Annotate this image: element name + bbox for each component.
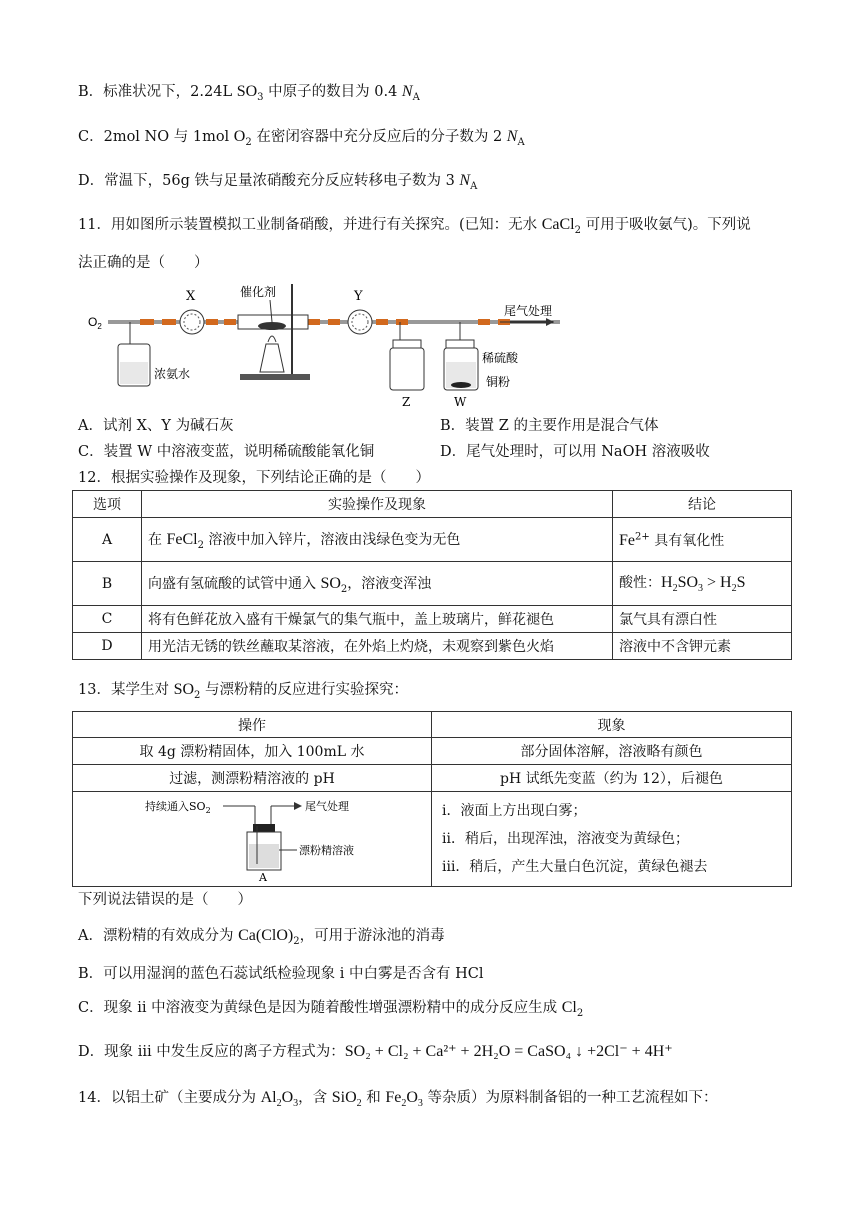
q12-stem: 12．根据实验操作及现象，下列结论正确的是（ ） (78, 470, 430, 486)
y-label: Y (354, 289, 363, 304)
inlet-label: 持续通入$SO_2$ (145, 800, 211, 815)
solution-label: 漂粉精溶液 (299, 844, 354, 857)
q13-option-c: C．现象 ⅱ 中溶液变为黄绿色是因为随着酸性增强漂粉精中的成分反应生成 $Cl_2$ (78, 999, 584, 1019)
q10-option-d: D．常温下，56g 铁与足量浓硝酸充分反应转移电子数为 3 $N_A$ (78, 172, 478, 192)
phenomenon-iii: ⅲ．稍后，产生大量白色沉淀，黄绿色褪去 (442, 859, 708, 875)
header-phenomenon: 现象 (432, 712, 792, 738)
q12-table (72, 490, 792, 660)
q11-stem-line1: 11．用如图所示装置模拟工业制备硝酸，并进行有关探究。(已知：无水 CaCl$_2$ 可用于吸收氨气)。下列说 (78, 216, 751, 236)
nitric-acid-apparatus-diagram (80, 282, 580, 412)
q13-option-a: A．漂粉精的有效成分为 $Ca(ClO)_2$，可用于游泳池的消毒 (78, 927, 445, 947)
phenomenon-ii: ⅱ．稍后，出现浑浊，溶液变为黄绿色； (442, 831, 689, 847)
w-label: W (454, 395, 467, 409)
tail-gas-label: 尾气处理 (504, 304, 553, 318)
table-header-row (73, 491, 792, 518)
q10-option-c: C．2mol NO 与 1mol $O_2$ 在密闭容器中充分反应后的分子数为 2 $N_A$ (78, 128, 525, 148)
q11-stem-line2: 法正确的是（ ） (78, 255, 209, 271)
vessel-label: A (259, 871, 267, 882)
q11-option-b: B．装置 Z 的主要作用是混合气体 (440, 418, 659, 434)
q13-option-b: B．可以用湿润的蓝色石蕊试纸检验现象 ⅰ 中白雾是否含有 HCl (78, 966, 484, 982)
table-row: D 用光洁无锈的铁丝蘸取某溶液，在外焰上灼烧，未观察到紫色火焰 溶液中不含钾元素 (73, 633, 792, 660)
x-label: X (186, 289, 196, 304)
table-row: B 向盛有氢硫酸的试管中通入 $SO_2$，溶液变浑浊 酸性：$H_2SO_3 > H_2S$ (73, 562, 792, 606)
copper-powder-label: 铜粉 (486, 375, 511, 389)
ammonia-label: 浓氨水 (154, 367, 191, 381)
q14-stem: 14．以铝土矿（主要成分为 $Al_2O_3$，含 SiO$_2$ 和 $Fe_2O_3$ 等杂质）为原料制备铝的一种工艺流程如下： (78, 1089, 718, 1110)
q13-option-d: D．现象 ⅲ 中发生反应的离子方程式为：SO₂ + Cl₂ + Ca²⁺ + 2H₂O = CaSO₄ ↓ +2Cl⁻ + 4H⁺ (78, 1043, 673, 1060)
header-option: 选项 (73, 491, 142, 518)
dilute-acid-label: 稀硫酸 (482, 351, 519, 365)
z-label: Z (402, 395, 411, 409)
table-row (73, 792, 792, 887)
q13-table (72, 711, 792, 887)
catalyst-label: 催化剂 (240, 285, 277, 299)
q11-option-a: A．试剂 X、Y 为碱石灰 (78, 418, 234, 434)
phenomenon-i: ⅰ．液面上方出现白雾； (442, 803, 587, 819)
q13-stem: 13．某学生对 $SO_2$ 与漂粉精的反应进行实验探究： (78, 681, 408, 701)
q11-option-d: D．尾气处理时，可以用 NaOH 溶液吸收 (440, 444, 710, 460)
header-operation: 操作 (73, 712, 432, 738)
table-row: 取 4g 漂粉精固体，加入 100mL 水 部分固体溶解，溶液略有颜色 (73, 738, 792, 765)
table-row: C 将有色鲜花放入盛有干燥氯气的集气瓶中，盖上玻璃片，鲜花褪色 氯气具有漂白性 (73, 606, 792, 633)
q13-question: 下列说法错误的是（ ） (78, 892, 252, 908)
bleach-apparatus-diagram (73, 792, 419, 882)
header-operation: 实验操作及现象 (142, 491, 613, 518)
header-conclusion: 结论 (613, 491, 792, 518)
table-row: 过滤，测漂粉精溶液的 pH pH 试纸先变蓝（约为 12），后褪色 (73, 765, 792, 792)
tail-gas-label: 尾气处理 (305, 800, 349, 813)
o2-label: $O_2$ (88, 315, 102, 331)
table-row: A 在 FeCl$_2$ 溶液中加入锌片，溶液由浅绿色变为无色 $Fe^{2+}$ 具有氧化性 (73, 518, 792, 562)
q10-option-b: B．标准状况下，2.24L $SO_3$ 中原子的数目为 0.4 $N_A$ (78, 83, 420, 103)
q11-option-c: C．装置 W 中溶液变蓝，说明稀硫酸能氧化铜 (78, 444, 375, 460)
